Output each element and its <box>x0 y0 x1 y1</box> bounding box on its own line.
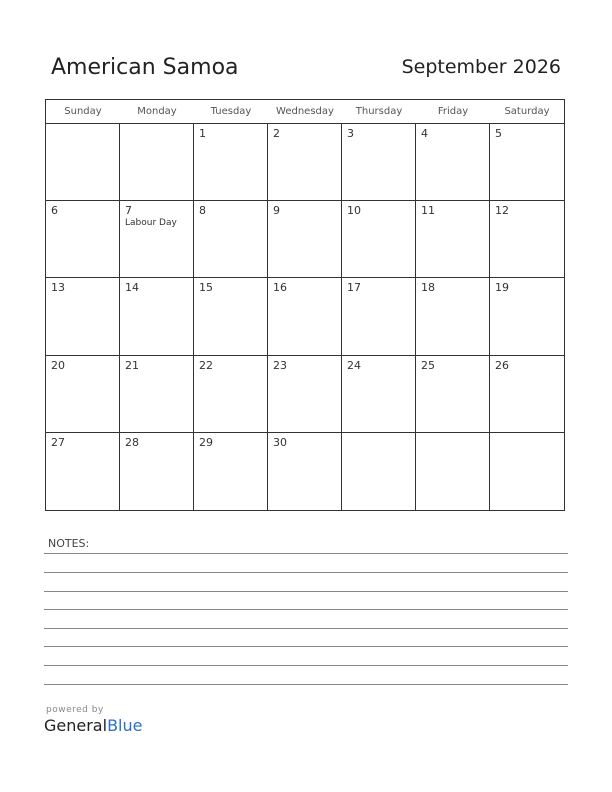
day-cell <box>194 278 268 355</box>
day-cell <box>342 201 416 278</box>
weekday-tuesday: Tuesday <box>210 106 252 117</box>
day-cell <box>490 278 564 355</box>
day-number: 12 <box>495 204 509 218</box>
weekday-header-row <box>46 100 564 124</box>
day-number: 22 <box>199 358 213 372</box>
day-number: 25 <box>421 358 435 372</box>
note-line <box>44 665 568 666</box>
day-cell <box>46 356 120 433</box>
note-line <box>44 591 568 592</box>
day-number: 26 <box>495 358 509 372</box>
logo-general-text: General <box>44 716 108 735</box>
day-number: 8 <box>199 204 206 218</box>
calendar-grid <box>45 99 565 511</box>
day-number: 11 <box>421 204 435 218</box>
day-cell <box>416 433 490 510</box>
day-cell <box>268 433 342 510</box>
day-cell <box>268 124 342 201</box>
notes-label: NOTES: <box>48 537 90 550</box>
day-cell <box>490 201 564 278</box>
powered-by-label: powered by <box>46 705 104 715</box>
weekday-sunday: Sunday <box>64 106 102 117</box>
note-line <box>44 609 568 610</box>
day-number: 1 <box>199 127 206 140</box>
day-cell <box>416 278 490 355</box>
weekday-saturday: Saturday <box>504 106 550 117</box>
day-cell <box>342 356 416 433</box>
day-cell <box>46 124 120 201</box>
day-number: 4 <box>421 127 428 140</box>
weekday-friday: Friday <box>437 106 469 117</box>
day-number: 2 <box>273 127 280 140</box>
day-cell <box>120 356 194 433</box>
day-number: 24 <box>347 358 361 372</box>
day-number: 27 <box>51 435 65 449</box>
day-cells <box>46 124 564 510</box>
day-cell <box>46 201 120 278</box>
day-cell <box>194 356 268 433</box>
day-number: 23 <box>273 358 287 372</box>
day-cell <box>194 433 268 510</box>
day-cell <box>490 124 564 201</box>
note-line <box>44 684 568 685</box>
day-cell <box>194 124 268 201</box>
day-cell <box>268 278 342 355</box>
day-number: 7 <box>125 204 132 218</box>
day-cell <box>268 201 342 278</box>
day-cell <box>46 278 120 355</box>
day-cell <box>268 356 342 433</box>
day-cell <box>120 124 194 201</box>
day-cell <box>490 433 564 510</box>
day-number: 30 <box>273 435 287 449</box>
day-cell <box>120 278 194 355</box>
day-number: 14 <box>125 281 139 295</box>
weekday-monday: Monday <box>137 106 177 117</box>
note-line <box>44 628 568 629</box>
day-number: 29 <box>199 435 213 449</box>
day-cell <box>416 356 490 433</box>
day-number: 13 <box>51 281 65 295</box>
day-cell <box>342 124 416 201</box>
day-number: 18 <box>421 281 435 295</box>
day-cell <box>342 278 416 355</box>
day-cell <box>416 124 490 201</box>
day-cell <box>416 201 490 278</box>
calendar-country-title: American Samoa <box>51 55 239 80</box>
day-number: 21 <box>125 358 139 372</box>
note-line <box>44 553 568 554</box>
weekday-wednesday: Wednesday <box>276 106 334 117</box>
logo-blue-text: Blue <box>107 716 143 735</box>
day-number: 17 <box>347 281 361 295</box>
day-number: 9 <box>273 204 280 218</box>
day-number: 10 <box>347 204 361 218</box>
calendar-month-title: September 2026 <box>401 56 561 78</box>
day-cell <box>120 433 194 510</box>
day-number: 28 <box>125 435 139 449</box>
generalblue-logo <box>44 716 142 735</box>
note-line <box>44 572 568 573</box>
day-cell <box>342 433 416 510</box>
note-line <box>44 646 568 647</box>
day-number: 5 <box>495 127 502 140</box>
day-cell <box>46 433 120 510</box>
day-cell <box>120 201 194 278</box>
holiday-label: Labour Day <box>125 218 177 229</box>
day-cell <box>490 356 564 433</box>
day-number: 19 <box>495 281 509 295</box>
day-number: 15 <box>199 281 213 295</box>
day-number: 3 <box>347 127 354 140</box>
day-number: 16 <box>273 281 287 295</box>
weekday-thursday: Thursday <box>355 106 403 117</box>
day-number: 20 <box>51 358 65 372</box>
day-number: 6 <box>51 204 58 218</box>
day-cell <box>194 201 268 278</box>
